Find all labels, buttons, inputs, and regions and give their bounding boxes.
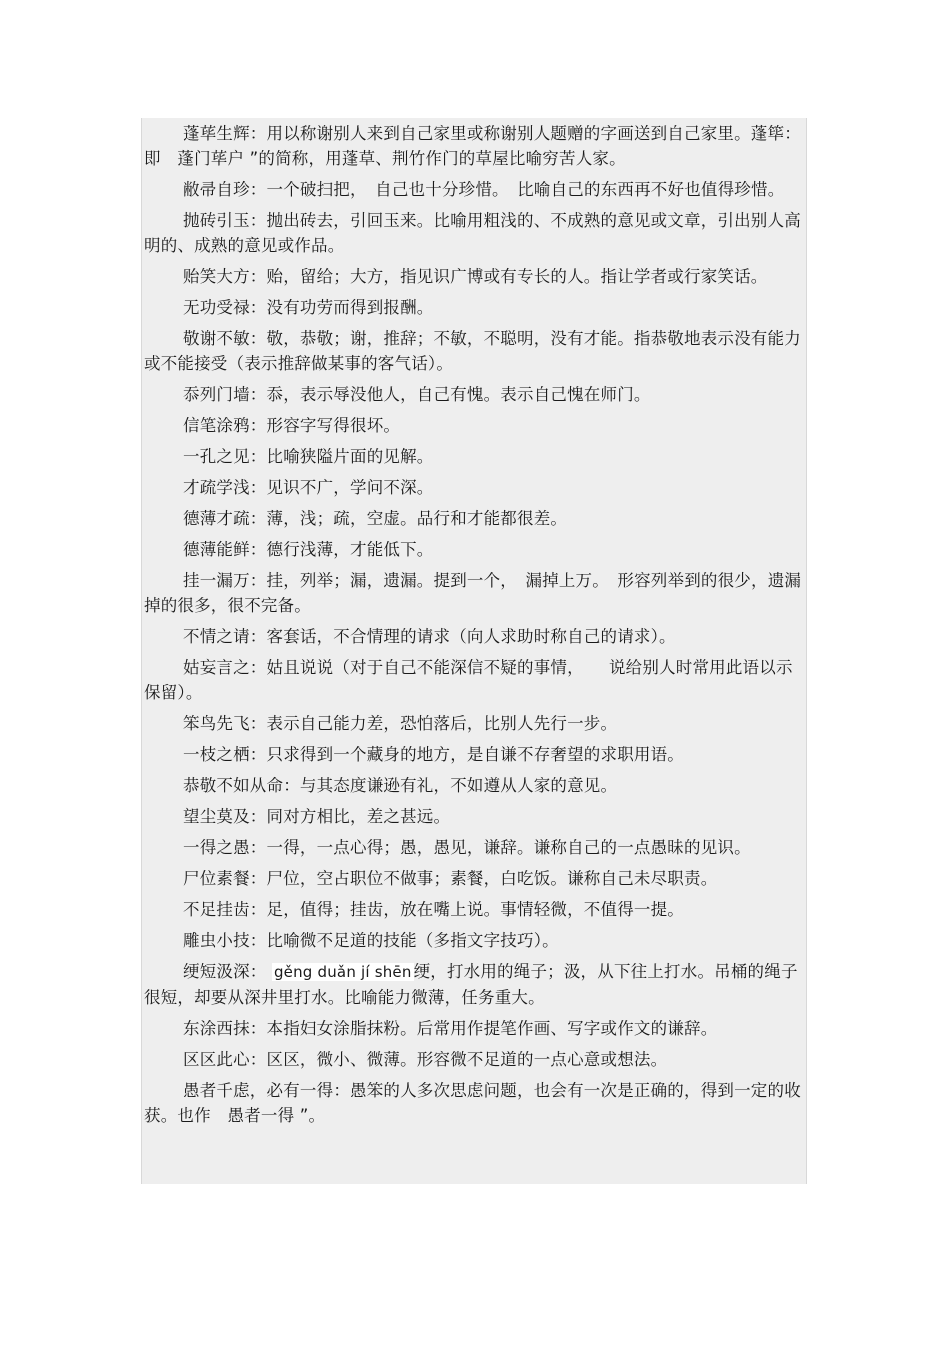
idiom-term: 恭敬不如从命： (183, 776, 300, 795)
idiom-entry (144, 568, 802, 618)
idiom-definition: 薄，浅；疏，空虚。品行和才能都很差。 (266, 509, 568, 528)
idiom-entry (144, 897, 802, 922)
idiom-definition: 比喻微不足道的技能（多指文字技巧）。 (266, 931, 559, 950)
idiom-definition: 同对方相比，差之甚远。 (266, 807, 451, 826)
idiom-term: 德薄能鲜： (183, 540, 267, 559)
idiom-entry (144, 1047, 802, 1072)
idiom-term: 无功受禄： (183, 298, 267, 317)
idiom-term: 信笔涂鸦： (183, 416, 267, 435)
idiom-term: 德薄才疏： (183, 509, 267, 528)
idiom-term: 才疏学浅： (183, 478, 267, 497)
idiom-definition: 尸位，空占职位不做事；素餐，白吃饭。谦称自己未尽职责。 (266, 869, 718, 888)
idiom-definition: 表示自己能力差，恐怕落后，比别人先行一步。 (266, 714, 618, 733)
idiom-entry (144, 1016, 802, 1041)
idiom-entry (144, 835, 802, 860)
idiom-definition: 贻，留给；大方，指见识广博或有专长的人。指让学者或行家笑话。 (266, 267, 768, 286)
idiom-definition: 与其态度谦逊有礼，不如遵从人家的意见。 (299, 776, 618, 795)
idiom-entry (144, 475, 802, 500)
idiom-definition: 一得，一点心得；愚，愚见，谦辞。谦称自己的一点愚昧的见识。 (266, 838, 751, 857)
idiom-term: 愚者千虑，必有一得 (183, 1081, 334, 1100)
idiom-entry (144, 208, 802, 258)
idiom-entry (144, 959, 802, 1010)
idiom-definition: 挂，列举；漏，遗漏。提到一个， 漏掉上万。 形容列举到的很少，遗漏掉的很多，很不完备。 (144, 571, 802, 615)
idiom-term: 东涂西抹： (183, 1019, 267, 1038)
idiom-definition: 用以称谢别人来到自己家里或称谢别人题赠的字画送到自己家里。蓬筚：即 蓬门荜户 ”的简称，用蓬草、荆竹作门的草屋比喻穷苦人家。 (144, 124, 801, 168)
idiom-term: 不情之请： (183, 627, 267, 646)
idiom-definition: 区区，微小、微薄。形容微不足道的一点心意或想法。 (266, 1050, 668, 1069)
idiom-term: 区区此心： (183, 1050, 267, 1069)
idiom-definition: 一个破扫把， 自己也十分珍惜。 比喻自己的东西再不好也值得珍惜。 (266, 180, 785, 199)
idiom-definition: ：愚笨的人多次思虑问题，也会有一次是正确的，得到一定的收获。也作 愚者一得 ”。 (144, 1081, 801, 1125)
idiom-definition: 形容字写得很坏。 (266, 416, 401, 435)
idiom-definition: 足，值得；挂齿，放在嘴上说。事情轻微，不值得一提。 (266, 900, 684, 919)
idiom-term: 抛砖引玉： (183, 211, 267, 230)
idiom-definition: 敬，恭敬；谢，推辞；不敏，不聪明，没有才能。指恭敬地表示没有能力或不能接受（表示推辞做某事的客气话）。 (144, 329, 801, 373)
idiom-entry (144, 928, 802, 953)
idiom-definition: 绠，打水用的绳子；汲，从下往上打水。吊桶的绳子很短，却要从深井里打水。比喻能力微薄，任务重大。 (144, 962, 798, 1007)
idiom-entry (144, 773, 802, 798)
idiom-entry (144, 711, 802, 736)
idiom-term: 笨鸟先飞： (183, 714, 267, 733)
idiom-entry (144, 413, 802, 438)
idiom-term: 敝帚自珍： (183, 180, 267, 199)
pinyin-annotation: gěng duǎn jí shēn (273, 963, 412, 981)
idiom-term: 蓬荜生辉： (183, 124, 267, 143)
idiom-entry (144, 382, 802, 407)
idiom-definition: 本指妇女涂脂抹粉。后常用作提笔作画、写字或作文的谦辞。 (266, 1019, 718, 1038)
idiom-definition: 没有功劳而得到报酬。 (266, 298, 434, 317)
idiom-entry (144, 177, 802, 202)
idiom-entry (144, 866, 802, 891)
idiom-entry (144, 326, 802, 376)
idiom-term: 绠短汲深： (183, 962, 267, 981)
idiom-term: 一得之愚： (183, 838, 267, 857)
idiom-term: 忝列门墙： (183, 385, 267, 404)
idiom-term: 不足挂齿： (183, 900, 267, 919)
idiom-entry (144, 121, 802, 171)
idiom-term: 一枝之栖： (183, 745, 267, 764)
idiom-term: 雕虫小技： (183, 931, 267, 950)
idiom-definition: 抛出砖去，引回玉来。比喻用粗浅的、不成熟的意见或文章，引出别人高明的、成熟的意见或作品。 (144, 211, 801, 255)
idiom-entry (144, 537, 802, 562)
idiom-entry (144, 295, 802, 320)
idiom-entry (144, 804, 802, 829)
idiom-entry (144, 506, 802, 531)
idiom-entry (144, 624, 802, 649)
idiom-term: 姑妄言之： (183, 658, 267, 677)
idiom-definition: 只求得到一个藏身的地方，是自谦不存奢望的求职用语。 (266, 745, 684, 764)
idiom-entry (144, 742, 802, 767)
idiom-list-panel (141, 118, 807, 1184)
idiom-entry (144, 444, 802, 469)
idiom-entry (144, 264, 802, 289)
idiom-term: 敬谢不敏： (183, 329, 267, 348)
idiom-term: 一孔之见： (183, 447, 267, 466)
idiom-definition: 见识不广，学问不深。 (266, 478, 434, 497)
idiom-definition: 姑且说说（对于自己不能深信不疑的事情， 说给别人时常用此语以示保留）。 (144, 658, 793, 702)
idiom-definition: 忝，表示辱没他人，自己有愧。表示自己愧在师门。 (266, 385, 651, 404)
idiom-term: 望尘莫及： (183, 807, 267, 826)
idiom-term: 尸位素餐： (183, 869, 267, 888)
idiom-definition: 比喻狭隘片面的见解。 (266, 447, 434, 466)
idiom-term: 挂一漏万： (183, 571, 267, 590)
idiom-entry (144, 1078, 802, 1128)
idiom-definition: 客套话，不合情理的请求（向人求助时称自己的请求）。 (266, 627, 676, 646)
idiom-term: 贻笑大方： (183, 267, 267, 286)
idiom-definition: 德行浅薄，才能低下。 (266, 540, 434, 559)
idiom-entry (144, 655, 802, 705)
